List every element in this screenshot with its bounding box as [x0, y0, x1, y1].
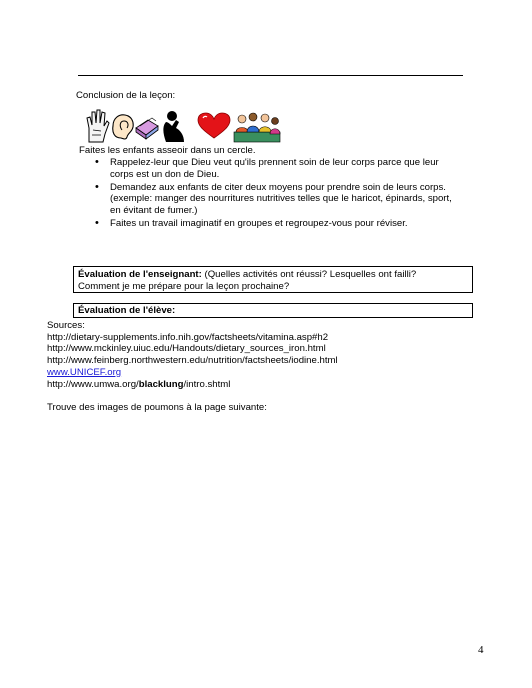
page-number: 4 [478, 644, 484, 656]
teacher-evaluation-box [73, 266, 473, 293]
teacher-evaluation-label: Évaluation de l'enseignant: [78, 269, 202, 280]
source-link[interactable]: http://www.feinberg.northwestern.edu/nutrition/factsheets/iodine.html [47, 355, 338, 367]
unicef-link[interactable]: www.UNICEF.org [47, 366, 122, 378]
list-item: • Faites un travail imaginatif en groupes et regroupez-vous pour réviser. [95, 218, 495, 230]
source-link[interactable]: http://www.umwa.org/blacklung/intro.shtml [47, 378, 231, 390]
teacher-evaluation-text: (Quelles activités ont réussi? Lesquelles ont failli? [201, 269, 417, 280]
sources-heading: Sources: [47, 320, 85, 331]
student-evaluation-box [73, 303, 473, 318]
lesson-icons [86, 108, 282, 144]
hand-icon [87, 110, 109, 142]
conclusion-heading: Conclusion de la leçon: [76, 90, 176, 101]
heart-icon [198, 113, 230, 138]
source-link[interactable]: http://www.mckinley.uiuc.edu/Handouts/dietary_sources_iron.html [47, 343, 326, 355]
ear-icon [113, 115, 133, 139]
intro-line: Faites les enfants asseoir dans un cercle. [79, 145, 256, 156]
praying-person-icon [163, 111, 184, 142]
horizontal-rule [78, 75, 463, 76]
list-item: • Demandez aux enfants de citer deux moyens pour prendre soin de leurs corps. (exemple: manger des nourritures nutritives telles que le haricot, épinards, sport, en évitant de fumer.) [95, 182, 495, 217]
eraser-icon [136, 118, 158, 139]
find-images-text: Trouve des images de poumons à la page suivante: [47, 402, 267, 413]
list-item: • Rappelez-leur que Dieu veut qu'ils prennent soin de leur corps parce que leur corps est un don de Dieu. [95, 157, 495, 181]
student-evaluation-label: Évaluation de l'élève: [78, 305, 176, 316]
bullet-list [95, 157, 495, 231]
teacher-evaluation-text-2: Comment je me prépare pour la leçon prochaine? [78, 280, 290, 292]
source-link[interactable]: http://dietary-supplements.info.nih.gov/factsheets/vitamina.asp#h2 [47, 331, 329, 343]
children-group-icon [234, 113, 280, 142]
sources-block [47, 320, 338, 390]
